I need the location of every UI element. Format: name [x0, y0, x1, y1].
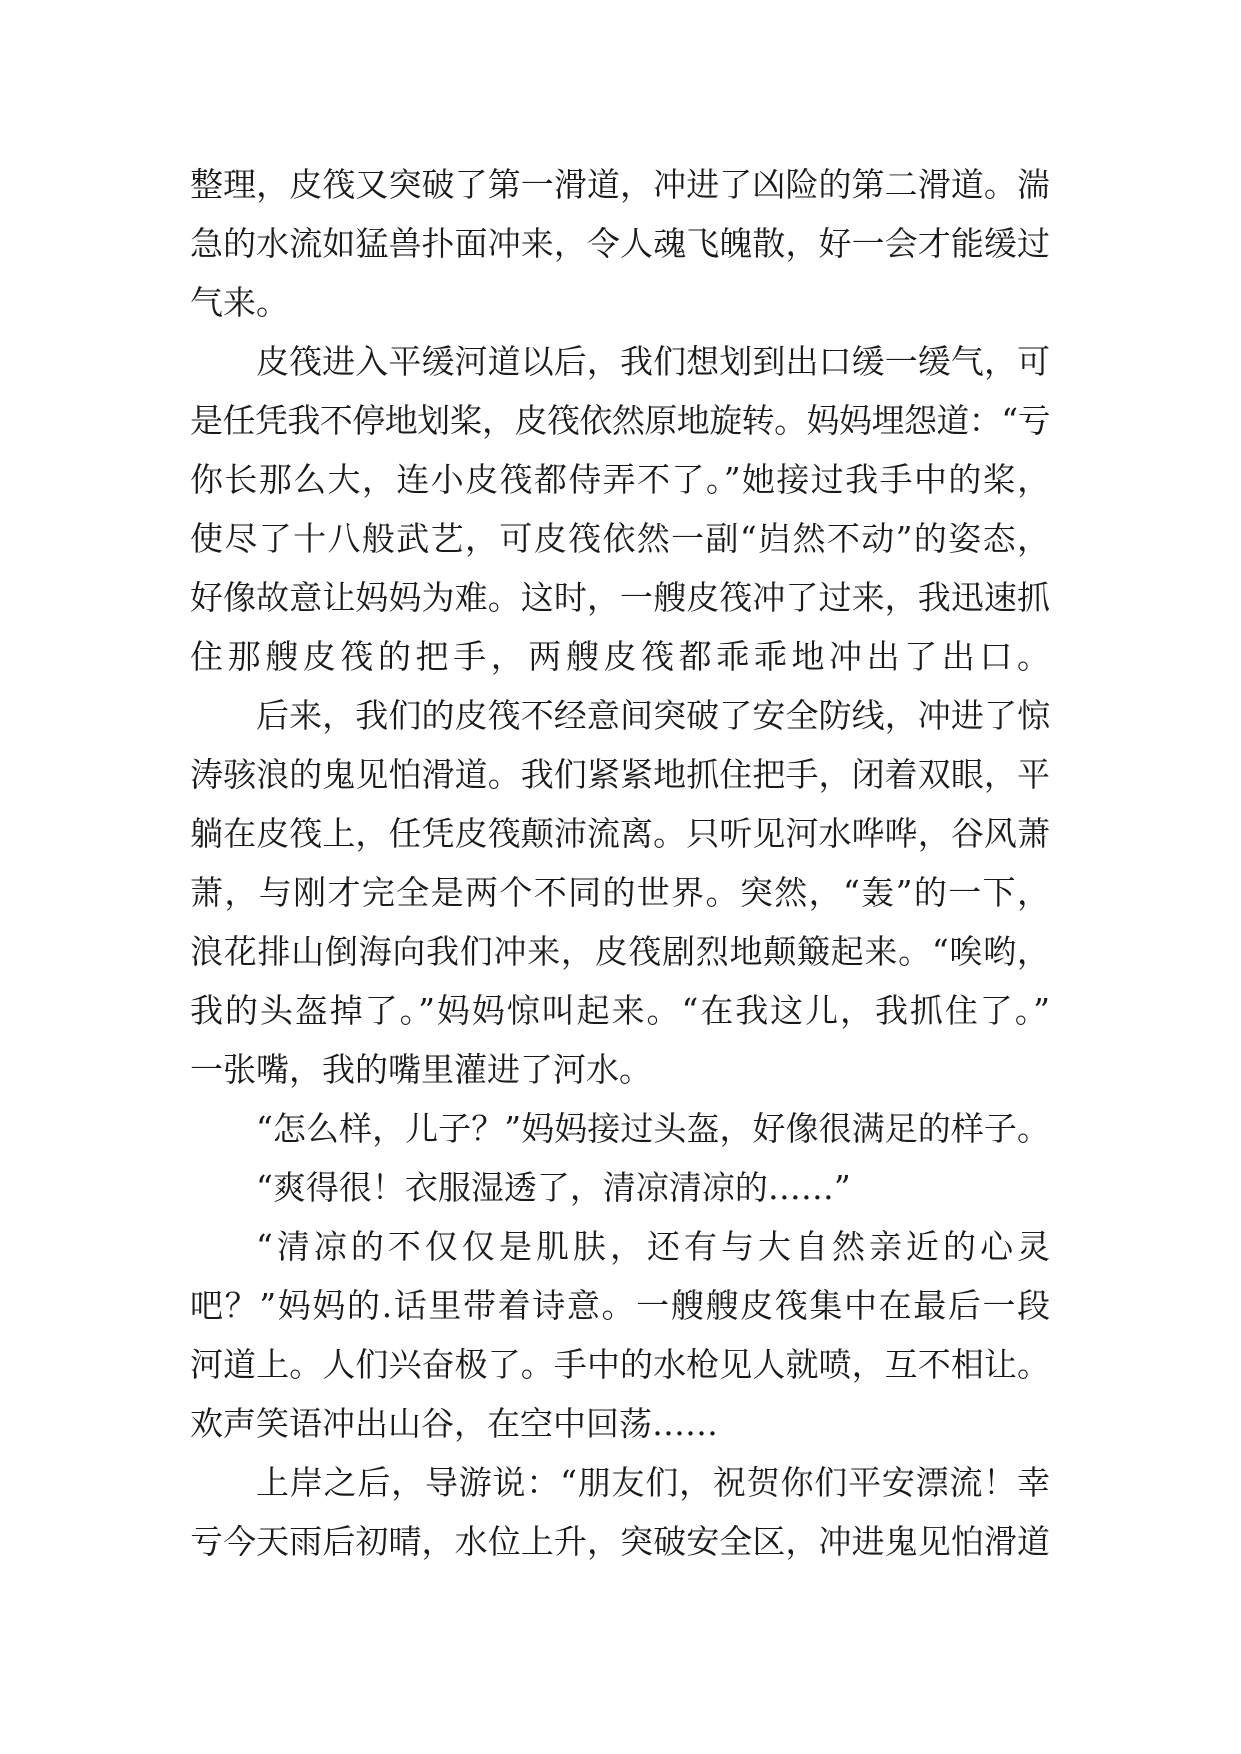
text-line: 萧，与刚才完全是两个不同的世界。突然，“轰”的一下， — [190, 873, 1052, 912]
text-line: 住那艘皮筏的把手，两艘皮筏都乖乖地冲出了出口。 — [190, 637, 1055, 676]
text-line: 亏今天雨后初晴，水位上升，突破安全区，冲进鬼见怕滑道 — [190, 1522, 1051, 1561]
text-line: 好像故意让妈妈为难。这时，一艘皮筏冲了过来，我迅速抓 — [190, 578, 1051, 617]
text-line: 欢声笑语冲出山谷，在空中回荡…… — [190, 1404, 718, 1443]
body-text — [190, 155, 1055, 1571]
text-line: 一张嘴，我的嘴里灌进了河水。 — [190, 1050, 652, 1089]
text-line: 急的水流如猛兽扑面冲来，令人魂飞魄散，好一会才能缓过 — [190, 224, 1051, 263]
text-line: 后来，我们的皮筏不经意间突破了安全防线，冲进了惊 — [256, 696, 1051, 735]
text-line: 吧？”妈妈的.话里带着诗意。一艘艘皮筏集中在最后一段 — [190, 1286, 1052, 1325]
text-line: 我的头盔掉了。”妈妈惊叫起来。“在我这儿，我抓住了。” — [190, 991, 1052, 1030]
text-line: “爽得很！衣服湿透了，清凉清凉的……” — [256, 1168, 851, 1207]
text-line: 你长那么大，连小皮筏都侍弄不了。”她接过我手中的桨， — [190, 460, 1052, 499]
text-line: 躺在皮筏上，任凭皮筏颠沛流离。只听见河水哗哗，谷风萧 — [190, 814, 1051, 853]
text-line: 气来。 — [190, 283, 289, 322]
text-line: 涛骇浪的鬼见怕滑道。我们紧紧地抓住把手，闭着双眼，平 — [190, 755, 1051, 794]
text-line: 使尽了十八般武艺，可皮筏依然一副“岿然不动”的姿态， — [190, 519, 1052, 558]
text-line: 上岸之后，导游说：“朋友们，祝贺你们平安漂流！幸 — [256, 1463, 1051, 1502]
text-line: “清凉的不仅仅是肌肤，还有与大自然亲近的心灵 — [256, 1227, 1055, 1266]
text-line: “怎么样，儿子？”妈妈接过头盔，好像很满足的样子。 — [256, 1109, 1050, 1148]
text-line: 整理，皮筏又突破了第一滑道，冲进了凶险的第二滑道。湍 — [190, 165, 1051, 204]
text-line: 是任凭我不停地划桨，皮筏依然原地旋转。妈妈埋怨道：“亏 — [190, 401, 1051, 440]
text-line: 河道上。人们兴奋极了。手中的水枪见人就喷，互不相让。 — [190, 1345, 1051, 1384]
text-line: 浪花排山倒海向我们冲来，皮筏剧烈地颠簸起来。“唉哟， — [190, 932, 1051, 971]
text-line: 皮筏进入平缓河道以后，我们想划到出口缓一缓气，可 — [256, 342, 1051, 381]
